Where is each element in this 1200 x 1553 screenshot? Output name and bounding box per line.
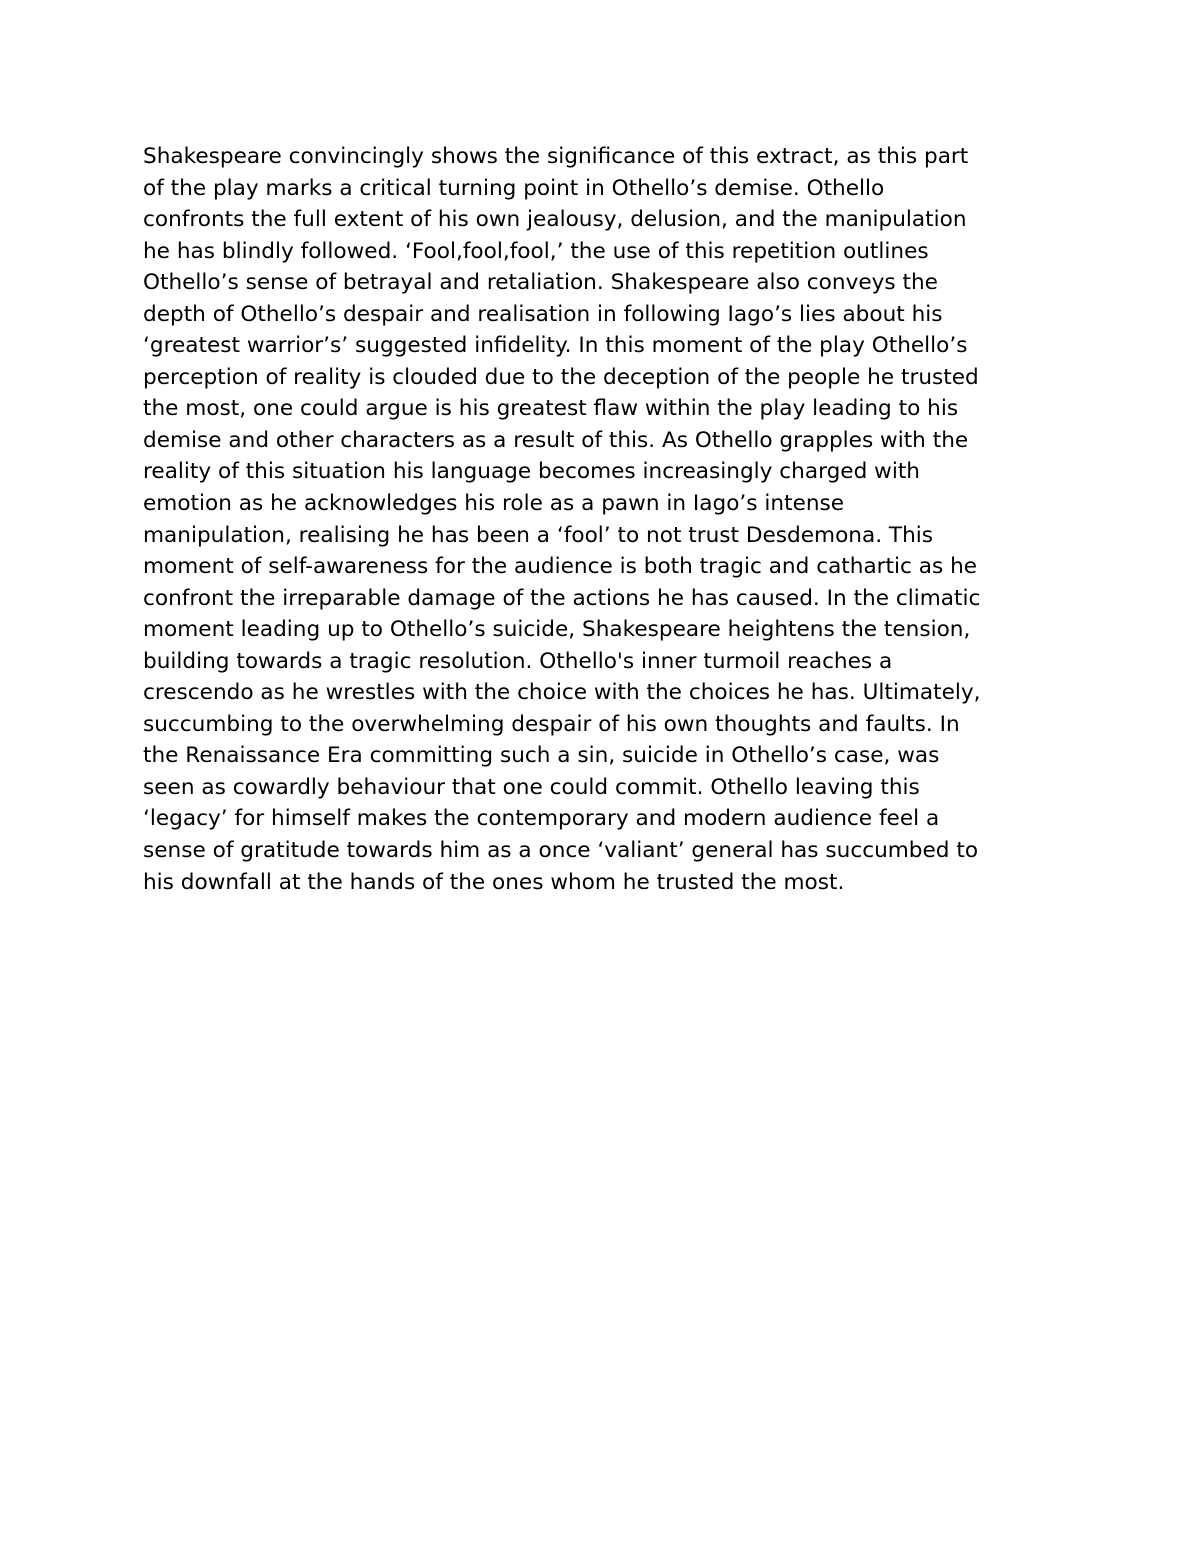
paragraph-line: the most, one could argue is his greatest flaw within the play leading to his	[143, 396, 959, 422]
paragraph-line: emotion as he acknowledges his role as a pawn in Iago’s intense	[143, 491, 845, 517]
paragraph-line: depth of Othello’s despair and realisation in following Iago’s lies about his	[143, 301, 943, 327]
essay-paragraph	[143, 141, 1073, 898]
paragraph-line: sense of gratitude towards him as a once ‘valiant’ general has succumbed to	[143, 838, 979, 864]
paragraph-line: succumbing to the overwhelming despair of his own thoughts and faults. In	[143, 711, 960, 737]
paragraph-line: confronts the full extent of his own jealousy, delusion, and the manipulation	[143, 207, 967, 233]
paragraph-line: reality of this situation his language becomes increasingly charged with	[143, 459, 920, 485]
paragraph-line: confront the irreparable damage of the actions he has caused. In the climatic	[143, 585, 981, 611]
paragraph-line: demise and other characters as a result of this. As Othello grapples with the	[143, 427, 969, 453]
paragraph-line: Shakespeare convincingly shows the significance of this extract, as this part	[143, 144, 969, 169]
paragraph-line: the Renaissance Era committing such a sin, suicide in Othello’s case, was	[143, 743, 940, 769]
paragraph-line: of the play marks a critical turning point in Othello’s demise. Othello	[143, 175, 885, 201]
paragraph-line: he has blindly followed. ‘Fool,fool,fool,’ the use of this repetition outlines	[143, 238, 929, 264]
paragraph-line: crescendo as he wrestles with the choice with the choices he has. Ultimately,	[143, 680, 981, 706]
paragraph-line: ‘greatest warrior’s’ suggested infidelity. In this moment of the play Othello’s	[143, 333, 968, 359]
paragraph-line: manipulation, realising he has been a ‘fool’ to not trust Desdemona. This	[143, 522, 934, 548]
paragraph-line: moment of self-awareness for the audience is both tragic and cathartic as he	[143, 554, 978, 580]
paragraph-line: building towards a tragic resolution. Othello's inner turmoil reaches a	[143, 648, 893, 674]
paragraph-line: Othello’s sense of betrayal and retaliation. Shakespeare also conveys the	[143, 270, 938, 296]
paragraph-line: his downfall at the hands of the ones whom he trusted the most.	[143, 869, 845, 895]
paragraph-line: moment leading up to Othello’s suicide, Shakespeare heightens the tension,	[143, 617, 971, 643]
paragraph-line: seen as cowardly behaviour that one could commit. Othello leaving this	[143, 774, 920, 800]
paragraph-line: ‘legacy’ for himself makes the contemporary and modern audience feel a	[143, 806, 940, 832]
paragraph-line: perception of reality is clouded due to the deception of the people he trusted	[143, 364, 979, 390]
